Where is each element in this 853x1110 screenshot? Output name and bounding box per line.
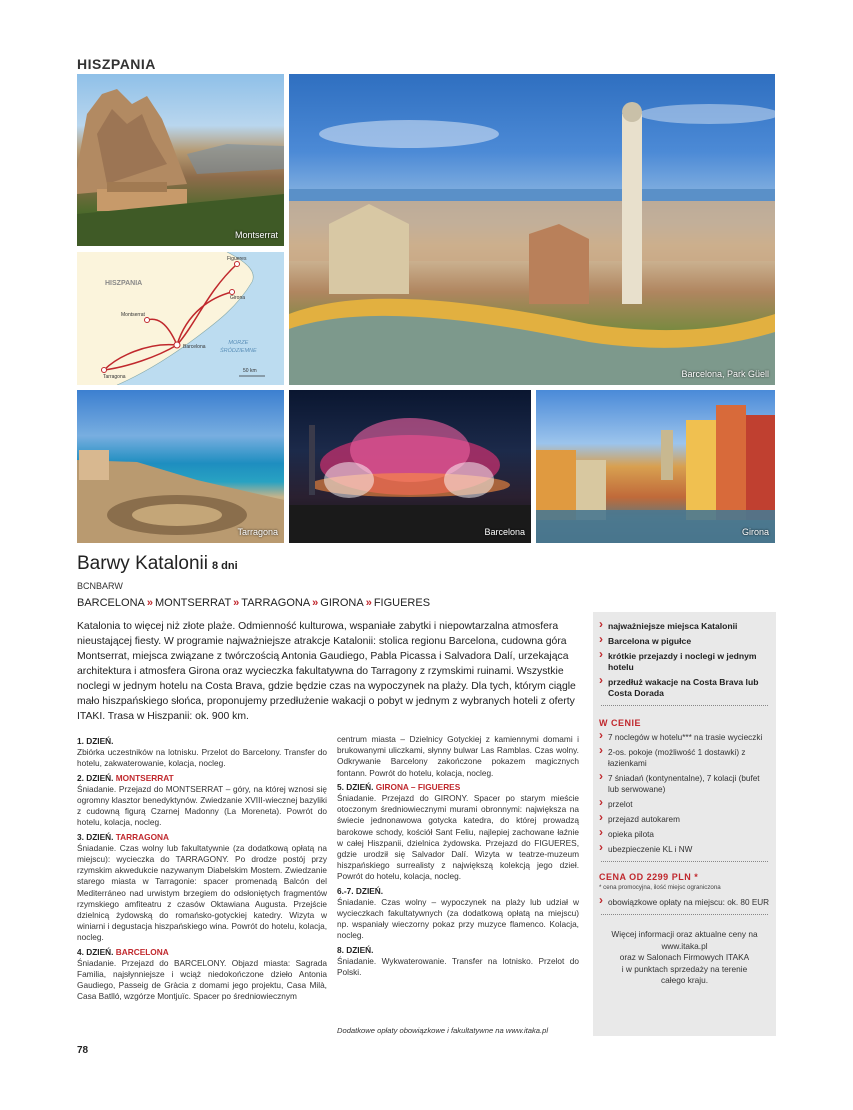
highlight-item: › najważniejsze miejsca Katalonii <box>597 621 770 632</box>
highlight-item: › Barcelona w pigułce <box>597 636 770 647</box>
tour-route: BARCELONA » MONTSERRAT » TARRAGONA » GIRONA » FIGUERES <box>77 597 431 609</box>
included-item: › ubezpieczenie KL i NW <box>597 844 770 855</box>
photo-barcelona-fountain <box>289 390 531 543</box>
day-heading: 8. DZIEŃ. <box>337 944 374 955</box>
photo-montserrat <box>77 74 284 246</box>
divider <box>601 914 768 915</box>
footnote: Dodatkowe opłaty obowiązkowe i fakultatywne na www.itaka.pl <box>337 1026 549 1035</box>
day-text: Śniadanie. Przejazd do GIRONY. Spacer po starym mieście otoczonym średniowiecznymi murami obronnymi: największa na świecie jednonawowa gotycka katedra, do której prowadzą barokowe schody, kościół Sant Feliu, najlepiej zachowane łaźnie w całej Hiszpanii, dzielnica żydowska. Przejazd do FIGUERES, gdzie urodził się Salvador Dalí. Wizyta w teatrze-muzeum hiszpańskiego surrealisty z największą kolekcją jego dzieł. Powrót do hotelu, kolacja, nocleg. <box>337 793 579 882</box>
map-scale: 50 km <box>243 368 257 374</box>
day-heading: 1. DZIEŃ. <box>77 736 114 746</box>
mandatory-list <box>597 897 770 908</box>
map-city-girona: Girona <box>230 295 246 301</box>
map-country-label: HISZPANIA <box>105 280 143 287</box>
map-city-figueres: Figueres <box>227 256 247 262</box>
highlight-item: › przedłuż wakacje na Costa Brava lub Costa Dorada <box>597 677 770 699</box>
day-text: Śniadanie. Czas wolny lub fakultatywnie (za dodatkową opłatą na miejscu): wycieczka do TARRAGONY. Po drodze postój przy rzymskim akwedukcie nazywanym Diabelskim Mostem. Zwiedzanie starego miasta w Tarragonie: spacer promenadą Balcón del Mediterráneo nad urwistym brzegiem do odsłoniętych fragmentów rzymskiego amfiteatru z czasów Oktawiana Augusta. Przejście dzielnicą żydowską do romańsko-gotyckiej katedry. Wizyta w winiarni i degustacja hiszpańskiego wina. Powrót do hotelu, kolacja, nocleg. <box>77 842 327 943</box>
day-text: Śniadanie. Czas wolny – wypoczynek na plaży lub udział w wycieczkach fakultatywnych (za dodatkową opłatą na miejscu) np. wspaniały wieczorny pokaz przy muzyce flamenco. Kolacja, nocleg. <box>337 896 579 941</box>
day-heading: 4. DZIEŃ. BARCELONA <box>77 946 169 957</box>
tour-code: BCNBARW <box>77 581 123 591</box>
country-heading: HISZPANIA <box>77 56 156 72</box>
day-text: Zbiórka uczestników na lotnisku. Przelot do Barcelony. Transfer do hotelu, zakwaterowanie, kolacja, nocleg. <box>77 747 327 769</box>
route-stop: GIRONA <box>320 597 364 609</box>
map-sea-label <box>220 339 257 355</box>
photo-caption: Barcelona <box>484 527 525 537</box>
map-sea-label-2: ŚRÓDZIEMNE <box>220 348 257 354</box>
included-item: › 7 noclegów w hotelu*** na trasie wycieczki <box>597 732 770 743</box>
included-item: › 7 śniadań (kontynentalne), 7 kolacji (bufet lub serwowane) <box>597 773 770 795</box>
photo-park-guell <box>289 74 775 385</box>
included-list <box>597 732 770 855</box>
included-item: › przelot <box>597 799 770 810</box>
photo-caption: Girona <box>741 527 769 537</box>
day-text: centrum miasta – Dzielnicy Gotyckiej z kamiennymi domami i brukowanymi uliczkami, słynny bulwar Las Ramblas. Czas wolny. Odkrywanie Barcelony zakończone pokazem magicznych fontann. Powrót do hotelu, kolacja, nocleg. <box>337 734 579 778</box>
more-info <box>593 929 776 987</box>
tour-title <box>77 553 238 575</box>
included-item: › 2-os. pokoje (możliwość 1 dostawki) z łazienkami <box>597 747 770 769</box>
photo-caption: Tarragona <box>237 527 278 537</box>
included-title: W CENIE <box>599 718 642 728</box>
price: CENA OD 2299 PLN * <box>599 872 699 882</box>
divider <box>601 705 768 706</box>
included-item: › przejazd autokarem <box>597 814 770 825</box>
photo-tarragona <box>77 390 284 543</box>
route-map <box>77 252 284 385</box>
tour-intro: Katalonia to więcej niż złote plaże. Odmienność kulturowa, wspaniałe zabytki i niepowtarzalna atmosfera nieustającej fiesty. W programie najważniejsze atrakcje Katalonii: stolica regionu Barcelona, cudowna góra Montserrat, miejsca związane z twórczością Antonia Gaudiego, Pabla Picassa i Salvadora Dalí, urzekająca architektura i atmosfera Girona oraz wycieczka fakultatywna do Tarragony z rzymskimi ruinami. Wszystkie noclegi w jednym hotelu na Costa Brava, gdzie będzie czas na wypoczynek na plaży. Dla tych, którym ciągle mało hiszpańskiego słońca, proponujemy przedłużenie wakacji o pobyt w jednym z wybranych hoteli z oferty ITAKI. Trasa w Hiszpanii: ok. 900 km. <box>77 621 576 722</box>
highlight-item: › krótkie przejazdy i noclegi w jednym hotelu <box>597 651 770 673</box>
day-heading: 6.-7. DZIEŃ. <box>337 885 384 896</box>
mandatory-item: › obowiązkowe opłaty na miejscu: ok. 80 EUR <box>597 897 770 908</box>
route-stop: FIGUERES <box>373 597 431 609</box>
highlights-list <box>597 621 770 699</box>
info-sidebar <box>593 612 776 1036</box>
photo-caption: Barcelona, Park Güell <box>681 369 769 379</box>
map-city-barcelona: Barcelona <box>183 344 206 350</box>
price-note: * cena promocyjna, ilość miejsc ograniczona <box>599 884 721 891</box>
included-item: › opieka pilota <box>597 829 770 840</box>
website-link[interactable]: www.itaka.pl <box>661 940 708 951</box>
day-heading: 2. DZIEŃ. MONTSERRAT <box>77 772 174 783</box>
photo-girona <box>536 390 775 543</box>
day-text: Śniadanie. Przejazd do BARCELONY. Objazd miasta: Sagrada Familia, najsłynniejsze i wciąż niedokończone dzieło Antonia Gaudiego, Passeig de Gràcia z domami jego projektu, Casa Milà, Casa Batlló, wzgórze Montjuïc. Spacer po średniowiecznym <box>77 957 327 1002</box>
info-line: całego kraju. <box>660 975 709 985</box>
program-column-1 <box>77 734 327 1006</box>
day-text: Śniadanie. Przejazd do MONTSERRAT – góry, na której wznosi się ogromny klasztor benedyktynów. Zwiedzanie XVIII-wiecznej bazyliki z cudowną figurą Czarnej Madonny (La Moreneta). Powrót do hotelu, kolacja, nocleg. <box>77 783 327 828</box>
info-line: Więcej informacji oraz aktualne ceny na <box>611 929 758 939</box>
info-line: i w punktach sprzedaży na terenie <box>621 963 748 974</box>
info-line: oraz w Salonach Firmowych ITAKA <box>619 952 750 962</box>
route-stop: MONTSERRAT <box>154 597 232 609</box>
map-sea-label-1: MORZE <box>228 340 249 346</box>
divider <box>601 861 768 862</box>
photo-caption: Montserrat <box>234 230 278 240</box>
tour-days: 8 dni <box>211 560 238 572</box>
tour-title-text: Barwy Katalonii <box>77 553 208 574</box>
route-stop: TARRAGONA <box>241 597 311 609</box>
day-heading: 3. DZIEŃ. TARRAGONA <box>77 831 170 842</box>
map-city-tarragona: Tarragona <box>103 374 126 380</box>
route-stop: BARCELONA <box>77 597 145 609</box>
map-city-montserrat: Montserrat <box>121 312 145 318</box>
program-column-2 <box>337 734 579 981</box>
day-text: Śniadanie. Wykwaterowanie. Transfer na lotnisko. Przelot do Polski. <box>337 955 579 978</box>
page-number: 78 <box>77 1045 89 1056</box>
day-heading: 5. DZIEŃ. GIRONA – FIGUERES <box>337 781 461 792</box>
